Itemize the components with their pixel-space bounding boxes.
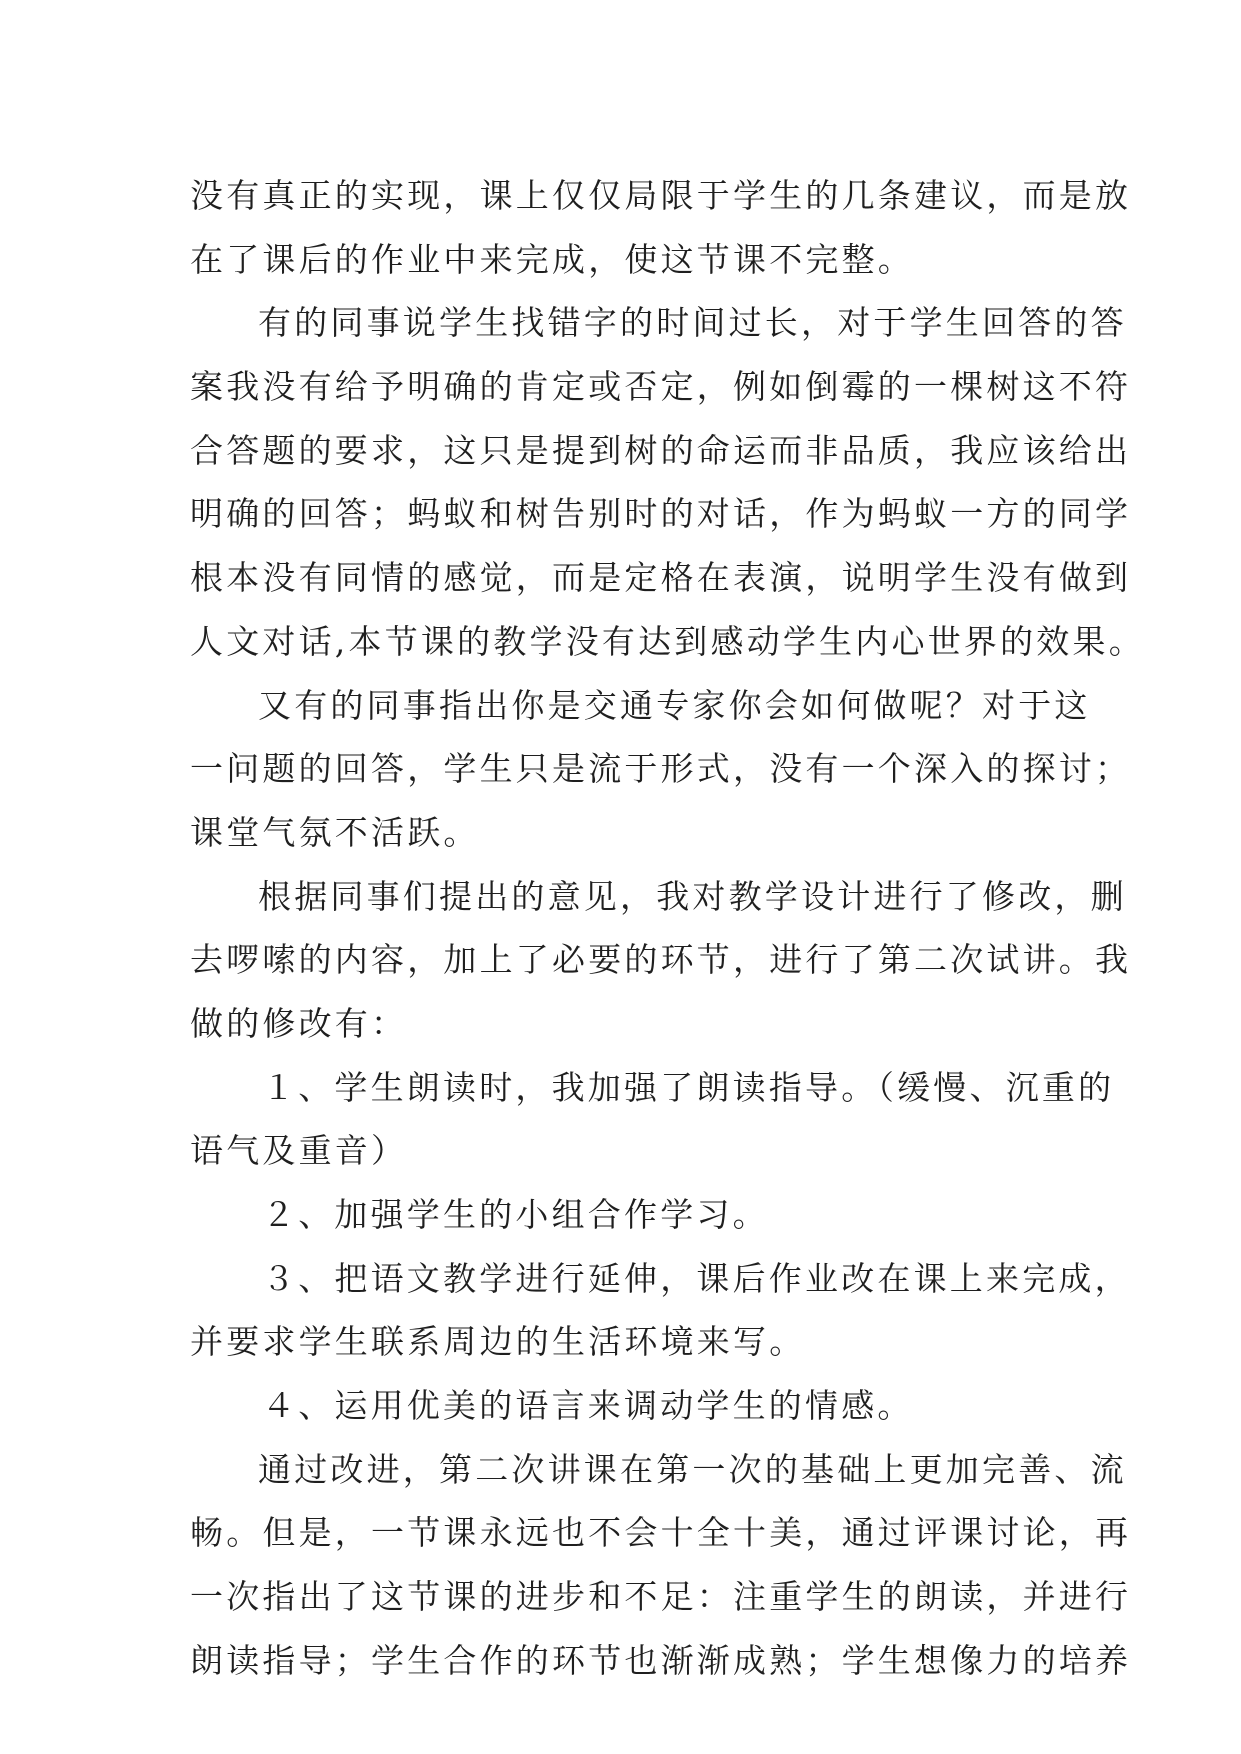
document-body [190, 164, 1145, 1693]
text-line: 合答题的要求，这只是提到树的命运而非品质，我应该给出 [190, 430, 1132, 470]
text-line: 人文对话,本节课的教学没有达到感动学生内心世界的效果。 [190, 621, 1145, 661]
text-line: 并要求学生联系周边的生活环境来写。 [190, 1322, 806, 1362]
text-line: 畅。但是，一节课永远也不会十全十美，通过评课讨论，再 [190, 1513, 1132, 1553]
text-line: 语气及重音） [190, 1131, 408, 1171]
text-line: 根据同事们提出的意见，我对教学设计进行了修改，删 [258, 876, 1127, 916]
text-line: 一次指出了这节课的进步和不足：注重学生的朗读，并进行 [190, 1577, 1132, 1617]
text-line: ２、加强学生的小组合作学习。 [262, 1195, 769, 1234]
text-line: 又有的同事指出你是交通专家你会如何做呢？对于这 [258, 685, 1091, 725]
text-line: 在了课后的作业中来完成，使这节课不完整。 [190, 239, 914, 279]
text-line: 朗读指导；学生合作的环节也渐渐成熟；学生想像力的培养 [190, 1640, 1132, 1680]
text-line: 课堂气氛不活跃。 [190, 812, 480, 852]
text-line: 没有真正的实现，课上仅仅局限于学生的几条建议，而是放 [190, 176, 1132, 215]
text-line: 有的同事说学生找错字的时间过长，对于学生回答的答 [258, 303, 1127, 343]
text-line: １、学生朗读时，我加强了朗读指导。（缓慢、沉重的 [262, 1067, 1115, 1107]
text-line: 做的修改有： [190, 1003, 408, 1043]
text-line: 一问题的回答，学生只是流于形式，没有一个深入的探讨； [190, 749, 1132, 789]
text-line: 根本没有同情的感觉，而是定格在表演，说明学生没有做到 [190, 558, 1132, 598]
text-line: 明确的回答；蚂蚁和树告别时的对话，作为蚂蚁一方的同学 [190, 494, 1132, 534]
text-line: 案我没有给予明确的肯定或否定，例如倒霉的一棵树这不符 [190, 367, 1132, 407]
text-line: ３、把语文教学进行延伸，课后作业改在课上来完成， [262, 1258, 1131, 1298]
text-line: ４、运用优美的语言来调动学生的情感。 [262, 1386, 914, 1426]
text-line: 去啰嗦的内容，加上了必要的环节，进行了第二次试讲。我 [190, 940, 1132, 980]
text-line: 通过改进，第二次讲课在第一次的基础上更加完善、流 [258, 1449, 1127, 1489]
